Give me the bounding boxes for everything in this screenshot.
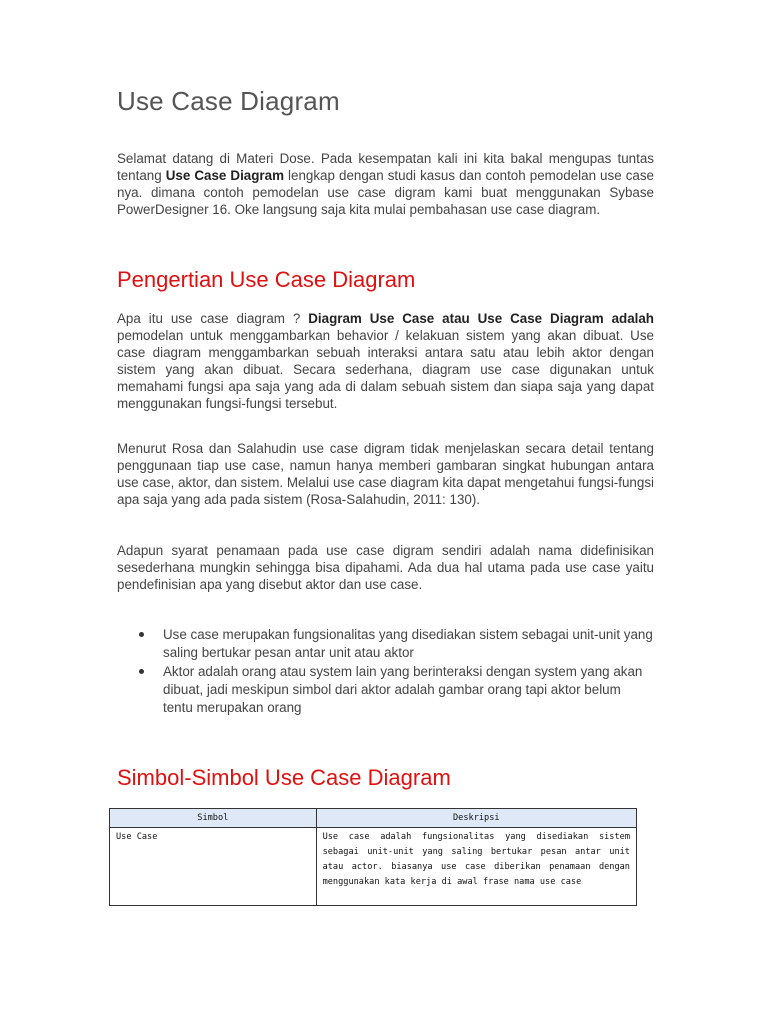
section-heading-pengertian: Pengertian Use Case Diagram (117, 267, 416, 292)
pengertian-paragraph-3: Adapun syarat penamaan pada use case digram sendiri adalah nama didefinisikan sesederhana mungkin sehingga bisa dipahami. Ada dua hal utama pada use case yaitu pendefinisian apa yang disebut aktor dan use case. (117, 543, 654, 592)
use-case-bullet-list (117, 626, 654, 718)
table-row (110, 828, 637, 906)
pengertian-paragraph-1 (117, 310, 654, 412)
intro-text-start: Selamat datang di Materi Dose. Pada kesempatan kali ini kita bakal mengupas tuntas tentang (117, 151, 654, 183)
bullet-icon (139, 632, 144, 637)
page-title: Use Case Diagram (117, 86, 340, 116)
intro-text-end: lengkap dengan studi kasus dan contoh pemodelan use case nya. dimana contoh pemodelan use case digram kami buat menggunakan Sybase PowerDesigner 16. Oke langsung saja kita mulai pembahasan use case diagram. (117, 168, 654, 217)
p1-text-end: pemodelan untuk menggambarkan behavior / kelakuan sistem yang akan dibuat. Use case diagram menggambarkan sebuah interaksi antara satu atau lebih aktor dengan sistem yang akan dibuat. Secara sederhana, diagram use case digunakan untuk memahami fungsi apa saja yang ada di dalam sebuah sistem dan siapa saja yang dapat menggunakan fungsi-fungsi tersebut. (117, 328, 654, 411)
table-header-row (110, 809, 637, 828)
list-item (117, 626, 654, 662)
section-heading-simbol: Simbol-Simbol Use Case Diagram (117, 765, 451, 790)
pengertian-paragraph-2: Menurut Rosa dan Salahudin use case digram tidak menjelaskan secara detail tentang penggunaan tiap use case, namun hanya memberi gambaran singkat hubungan antara use case, aktor, dan sistem. Melalui use case diagram kita dapat mengetahui fungsi-fungsi apa saja yang ada pada sistem (Rosa-Salahudin, 2011: 130). (117, 441, 654, 507)
p1-bold-definition: Diagram Use Case atau Use Case Diagram adalah (308, 311, 654, 326)
table-cell-deskripsi: Use case adalah fungsionalitas yang disediakan sistem sebagai unit-unit yang saling bertukar pesan antar unit atau actor. biasanya use case diberikan penamaan dengan menggunakan kata kerja di awal frase nama use case (316, 828, 636, 906)
intro-bold-term: Use Case Diagram (165, 168, 284, 183)
table-cell-simbol: Use Case (110, 828, 317, 906)
symbol-table (109, 808, 637, 906)
intro-paragraph (117, 150, 654, 218)
table-header-simbol: Simbol (110, 809, 317, 828)
list-item-text: Use case merupakan fungsionalitas yang disediakan sistem sebagai unit-unit yang saling bertukar pesan antar unit atau aktor (163, 627, 653, 660)
bullet-icon (139, 669, 144, 674)
table-header-deskripsi: Deskripsi (316, 809, 636, 828)
p1-text-start: Apa itu use case diagram ? (117, 311, 309, 326)
list-item (117, 663, 654, 717)
list-item-text: Aktor adalah orang atau system lain yang berinteraksi dengan system yang akan dibuat, jadi meskipun simbol dari aktor adalah gambar orang tapi aktor belum tentu merupakan orang (163, 664, 643, 715)
